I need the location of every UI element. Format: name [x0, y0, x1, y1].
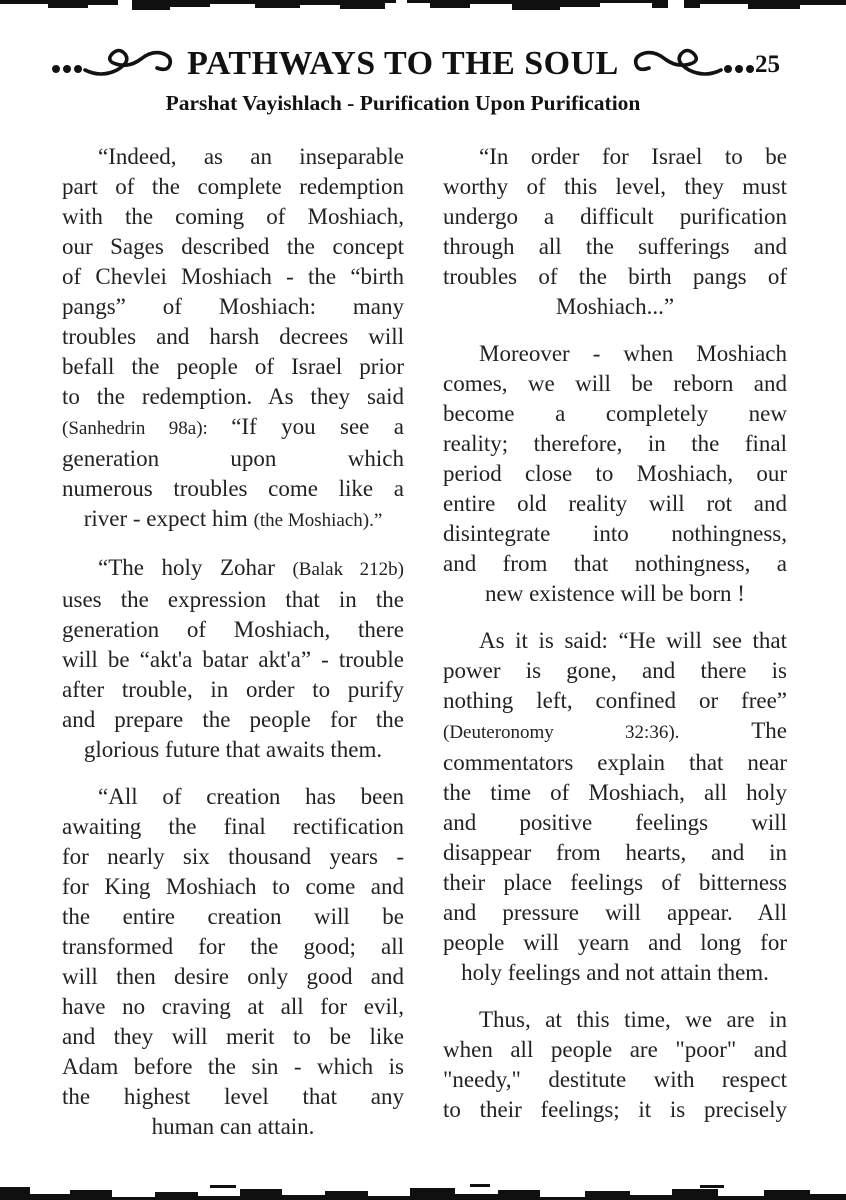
body-text: Adam before the sin - which is — [62, 1054, 404, 1079]
body-text: people will yearn and long for — [443, 930, 787, 955]
text-line — [62, 553, 404, 585]
body-text: glorious future that awaits them. — [83, 737, 383, 762]
text-line — [62, 645, 404, 675]
body-text: of Chevlei Moshiach - the “birth — [62, 264, 404, 289]
text-line — [443, 716, 787, 748]
text-line — [62, 705, 404, 735]
text-line — [443, 549, 787, 579]
title-row — [0, 44, 806, 84]
body-text: “In order for Israel to be — [479, 144, 787, 169]
body-text: to their feelings; it is precisely — [443, 1097, 787, 1122]
text-line — [62, 1082, 404, 1112]
text-line — [443, 232, 787, 262]
body-text: and from that nothingness, a — [443, 551, 787, 576]
text-line — [443, 1065, 787, 1095]
text-line — [443, 579, 787, 609]
body-text: through all the sufferings and — [443, 234, 787, 259]
text-line — [443, 369, 787, 399]
text-line — [443, 172, 787, 202]
body-text: and positive feelings will — [443, 810, 787, 835]
page-number: 25 — [755, 51, 780, 78]
text-line — [62, 675, 404, 705]
body-text: As it is said: “He will see that — [479, 628, 787, 653]
body-text: pangs” of Moshiach: many — [62, 294, 404, 319]
body-text: troubles of the birth pangs of — [443, 264, 787, 289]
citation-text: (Sanhedrin 98a): — [62, 418, 232, 439]
body-text: the time of Moshiach, all holy — [443, 780, 787, 805]
text-line — [443, 489, 787, 519]
text-line — [62, 444, 404, 474]
text-line — [62, 412, 404, 444]
text-line — [62, 292, 404, 322]
text-line — [443, 748, 787, 778]
body-text: “If you see a — [231, 414, 404, 439]
text-line — [62, 232, 404, 262]
text-line — [62, 585, 404, 615]
text-line — [443, 656, 787, 686]
body-text: new existence will be born ! — [485, 581, 745, 606]
body-text: and pressure will appear. All — [443, 900, 787, 925]
text-line — [443, 292, 787, 322]
body-text: disappear from hearts, and in — [443, 840, 787, 865]
text-line — [443, 778, 787, 808]
body-text: for nearly six thousand years - — [62, 844, 404, 869]
body-text: and prepare the people for the — [62, 707, 404, 732]
body-text: commentators explain that near — [443, 750, 787, 775]
paragraph — [62, 553, 404, 765]
body-text: generation upon which — [62, 446, 404, 471]
text-line — [62, 322, 404, 352]
right-column — [443, 142, 787, 1142]
page-header — [0, 44, 846, 116]
text-line — [62, 902, 404, 932]
text-line — [443, 142, 787, 172]
body-text: have no craving at all for evil, — [62, 994, 404, 1019]
body-text: after trouble, in order to purify — [62, 677, 404, 702]
body-text: nothing left, confined or free” — [443, 688, 787, 713]
body-text: Moreover - when Moshiach — [479, 341, 787, 366]
body-text: numerous troubles come like a — [62, 476, 404, 501]
body-text: the highest level that any — [62, 1084, 404, 1109]
body-text: will be “akt'a batar akt'a” - trouble — [62, 647, 404, 672]
body-text: troubles and harsh decrees will — [62, 324, 404, 349]
text-line — [443, 626, 787, 656]
body-text: entire old reality will rot and — [443, 491, 787, 516]
body-text: awaiting the final rectification — [62, 814, 404, 839]
text-line — [62, 202, 404, 232]
text-line — [62, 382, 404, 412]
page-title: PATHWAYS TO THE SOUL — [187, 45, 619, 82]
paragraph — [443, 1005, 787, 1125]
body-text: when all people are "poor" and — [443, 1037, 787, 1062]
text-line — [443, 1095, 787, 1125]
text-line — [443, 686, 787, 716]
text-line — [443, 1005, 787, 1035]
body-text: to the redemption. As they said — [62, 384, 404, 409]
text-columns — [0, 142, 846, 1142]
text-line — [443, 399, 787, 429]
text-line — [62, 782, 404, 812]
text-line — [443, 898, 787, 928]
text-line — [62, 1052, 404, 1082]
body-text: uses the expression that in the — [62, 587, 404, 612]
text-line — [62, 872, 404, 902]
citation-text: (Deuteronomy 32:36). — [443, 722, 680, 743]
text-line — [62, 812, 404, 842]
text-line — [443, 429, 787, 459]
page-subtitle: Parshat Vayishlach - Purification Upon Purification — [165, 91, 641, 115]
text-line — [443, 1035, 787, 1065]
body-text: “The holy Zohar — [98, 555, 293, 580]
body-text: comes, we will be reborn and — [443, 371, 787, 396]
text-line — [62, 504, 404, 536]
text-line — [443, 928, 787, 958]
body-text: become a completely new — [443, 401, 787, 426]
paragraph — [443, 626, 787, 988]
paragraph — [443, 142, 787, 322]
text-line — [443, 262, 787, 292]
text-line — [443, 958, 787, 988]
body-text: their place feelings of bitterness — [443, 870, 787, 895]
body-text: river - expect him — [83, 506, 254, 531]
text-line — [62, 474, 404, 504]
text-line — [62, 735, 404, 765]
body-text: generation of Moshiach, there — [62, 617, 404, 642]
body-text: period close to Moshiach, our — [443, 461, 787, 486]
text-line — [443, 339, 787, 369]
body-text: undergo a difficult purification — [443, 204, 787, 229]
citation-text: (Balak 212b) — [292, 559, 404, 580]
text-line — [62, 352, 404, 382]
text-line — [443, 868, 787, 898]
flourish-right-icon — [627, 44, 755, 84]
body-text: "needy," destitute with respect — [443, 1067, 787, 1092]
body-text: Moshiach...” — [555, 294, 675, 319]
body-text: Thus, at this time, we are in — [479, 1007, 787, 1032]
body-text: with the coming of Moshiach, — [62, 204, 404, 229]
body-text: the entire creation will be — [62, 904, 404, 929]
torn-edge-bottom — [0, 1184, 846, 1200]
body-text: The — [679, 718, 787, 743]
body-text: “Indeed, as an inseparable — [98, 144, 404, 169]
text-line — [443, 808, 787, 838]
paragraph — [443, 339, 787, 609]
text-line — [62, 992, 404, 1022]
left-column — [62, 142, 404, 1142]
text-line — [443, 838, 787, 868]
paragraph — [62, 142, 404, 536]
body-text: and they will merit to be like — [62, 1024, 404, 1049]
body-text: “All of creation has been — [98, 784, 404, 809]
body-text: befall the people of Israel prior — [62, 354, 404, 379]
citation-text: (the Moshiach).” — [253, 510, 383, 531]
body-text: disintegrate into nothingness, — [443, 521, 787, 546]
text-line — [62, 172, 404, 202]
text-line — [443, 519, 787, 549]
text-line — [62, 142, 404, 172]
text-line — [62, 962, 404, 992]
body-text: reality; therefore, in the final — [443, 431, 787, 456]
text-line — [62, 1022, 404, 1052]
torn-edge-top — [0, 0, 846, 12]
paragraph — [62, 782, 404, 1142]
flourish-left-icon — [51, 44, 179, 84]
body-text: worthy of this level, they must — [443, 174, 787, 199]
text-line — [62, 615, 404, 645]
body-text: for King Moshiach to come and — [62, 874, 404, 899]
body-text: will then desire only good and — [62, 964, 404, 989]
body-text: our Sages described the concept — [62, 234, 404, 259]
body-text: transformed for the good; all — [62, 934, 404, 959]
text-line — [443, 459, 787, 489]
text-line — [62, 1112, 404, 1142]
text-line — [62, 932, 404, 962]
body-text: human can attain. — [151, 1114, 315, 1139]
body-text: power is gone, and there is — [443, 658, 787, 683]
text-line — [443, 202, 787, 232]
body-text: holy feelings and not attain them. — [461, 960, 769, 985]
text-line — [62, 842, 404, 872]
body-text: part of the complete redemption — [62, 174, 404, 199]
text-line — [62, 262, 404, 292]
